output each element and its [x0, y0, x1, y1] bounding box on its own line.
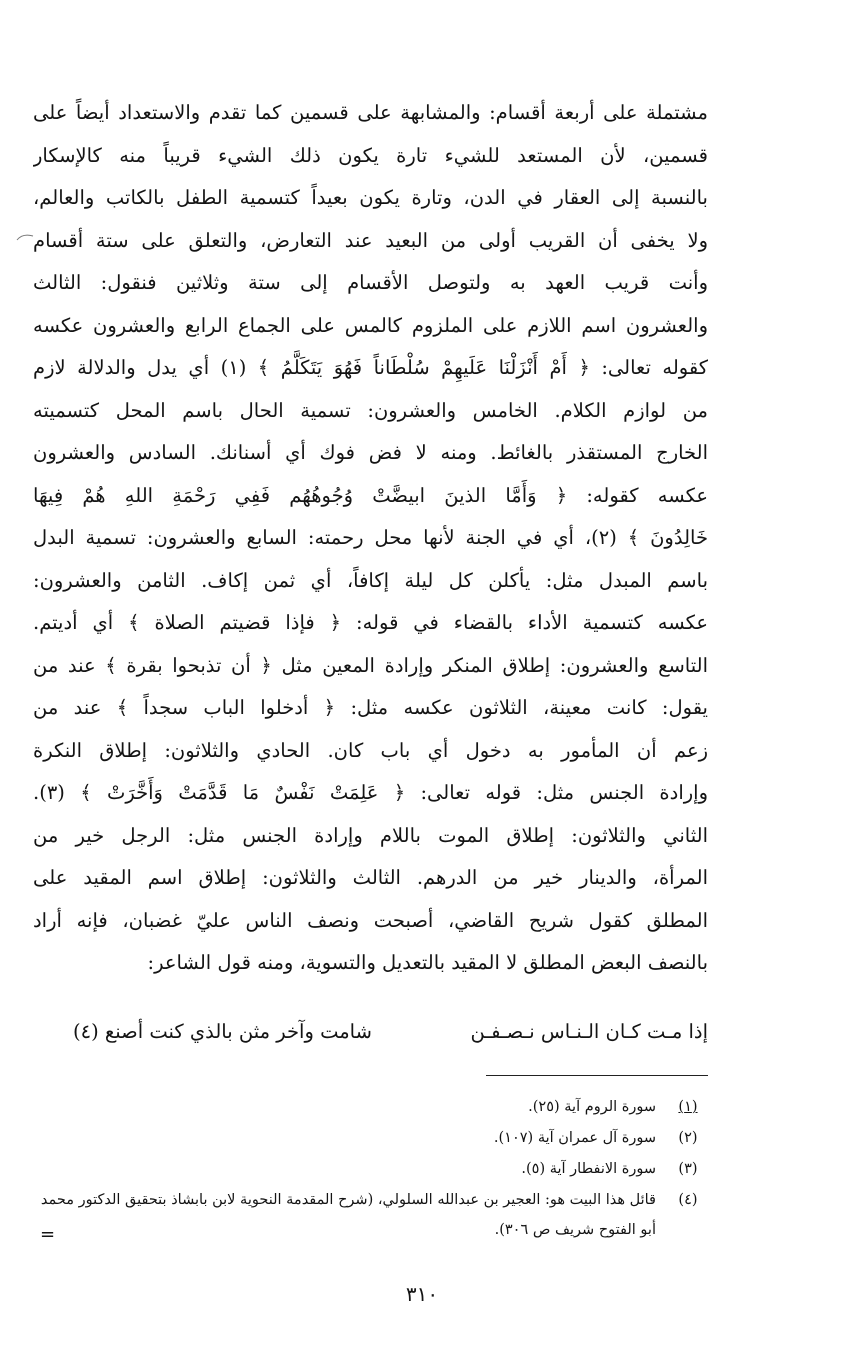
- footnote-text: سورة آل عمران آية (١٠٧).: [493, 1130, 656, 1146]
- text-line: زعم أن المأمور به دخول أي باب كان. الحادي والثلاثون: إطلاق النكرة: [33, 738, 708, 762]
- text-line: وأنت قريب العهد به ولتوصل الأقسام إلى ستة وثلاثين فنقول: الثالث: [33, 271, 708, 294]
- text-line: باسم المبدل مثل: يأكلن كل ليلة إكافاً، أي ثمن إكاف. الثامن والعشرون:: [33, 568, 708, 592]
- footnote-number: (٢): [678, 1130, 698, 1146]
- text-line: يقول: كانت معينة، الثلاثون عكسه مثل: ﴿ أدخلوا الباب سجداً ﴾ عند من: [33, 696, 708, 719]
- text-line: والعشرون اسم اللازم على الملزوم كالمس على الجماع الرابع والعشرون عكسه: [33, 313, 708, 337]
- text-line: من لوازم الكلام. الخامس والعشرون: تسمية الحال باسم المحل كتسميته: [33, 398, 708, 422]
- footnote-number: (٣): [678, 1161, 698, 1177]
- text-line: كقوله تعالى: ﴿ أَمْ أَنْزَلْنَا عَلَيهِمْ سُلْطَاناً فَهُوَ يَتَكَلَّمُ ﴾ (١) أي يدل والدلالة لازم: [33, 356, 708, 379]
- text-line: خَالِدُونَ ﴾ (٢)، أي في الجنة لأنها محل رحمته: السابع والعشرون: تسمية البدل: [33, 526, 708, 549]
- footnote: [33, 1123, 708, 1154]
- text-line: المطلق كقول شريح القاضي، أصبحت ونصف الناس عليّ غضبان، فإنه أراد: [33, 908, 708, 932]
- text-line: المرأة، والدينار خير من الدرهم. الثالث والثلاثون: إطلاق اسم المقيد على: [33, 866, 708, 889]
- footnote-number: (١): [678, 1099, 698, 1115]
- verse-first-hemistich: إذا مـت كـان الـنـاس نـصـفـن: [470, 1020, 708, 1043]
- poetry-verse: [33, 1010, 708, 1054]
- text-line: بالنصف البعض المطلق لا المقيد بالتعديل والتسوية، ومنه قول الشاعر:: [147, 951, 708, 974]
- footnote: [33, 1154, 708, 1185]
- footnote-text: سورة الانفطار آية (٥).: [521, 1161, 656, 1177]
- text-line: عكسه كقوله: ﴿ وَأَمَّا الذينَ ابيضَّتْ وُجُوهُهُم فَفِي رَحْمَةِ اللهِ هُمْ فِيهَا: [33, 483, 708, 507]
- text-line: ولا يخفى أن القريب أولى من البعيد عند التعارض، والتعلق على ستة أقسام: [33, 228, 708, 252]
- footnote-text: سورة الروم آية (٢٥).: [528, 1099, 656, 1115]
- text-line: بالنسبة إلى العقار في الدن، وتارة يكون بعيداً كتسمية الطفل بالكاتب والعالم،: [33, 186, 708, 209]
- footnote-separator: [486, 1075, 708, 1076]
- footnotes: [33, 1092, 708, 1245]
- text-line: مشتملة على أربعة أقسام: والمشابهة على قسمين كما تقدم والاستعداد أيضاً على: [33, 101, 708, 124]
- text-line: عكسه كتسمية الأداء بالقضاء في قوله: ﴿ فإذا قضيتم الصلاة ﴾ أي أديتم.: [33, 611, 708, 634]
- text-line: وإرادة الجنس مثل: قوله تعالى: ﴿ عَلِمَتْ نَفْسٌ مَا قَدَّمَتْ وَأَخَّرَتْ ﴾ (٣).: [33, 781, 708, 804]
- verse-second-hemistich: شامت وآخر مثن بالذي كنت أصنع (٤): [73, 1020, 372, 1043]
- main-text: [33, 92, 708, 985]
- text-line: التاسع والعشرون: إطلاق المنكر وإرادة المعين مثل ﴿ أن تذبحوا بقرة ﴾ عند من: [33, 653, 708, 677]
- page-number: ٣١٠: [405, 1282, 439, 1306]
- text-line: قسمين، لأن المستعد للشيء تارة يكون ذلك الشيء قريباً منه كالإسكار: [33, 143, 708, 167]
- margin-pen-mark-icon: [16, 232, 34, 242]
- text-line: الثاني والثلاثون: إطلاق الموت باللام وإرادة الجنس مثل: الرجل خير من: [33, 823, 708, 847]
- footnote: [33, 1092, 708, 1123]
- text-line: الخارج المستقذر بالغائط. ومنه لا فض فوك أي أسنانك. السادس والعشرون: [33, 441, 708, 464]
- footnote-text: قائل هذا البيت هو: العجير بن عبدالله السلولي، (شرح المقدمة النحوية لابن بابشاذ بتحقيق الدكتور محمد أبو الفتوح شريف ص ٣٠٦).: [40, 1192, 656, 1238]
- continuation-mark: =: [40, 1224, 56, 1245]
- footnote-number: (٤): [678, 1192, 698, 1208]
- footnote: [33, 1185, 708, 1245]
